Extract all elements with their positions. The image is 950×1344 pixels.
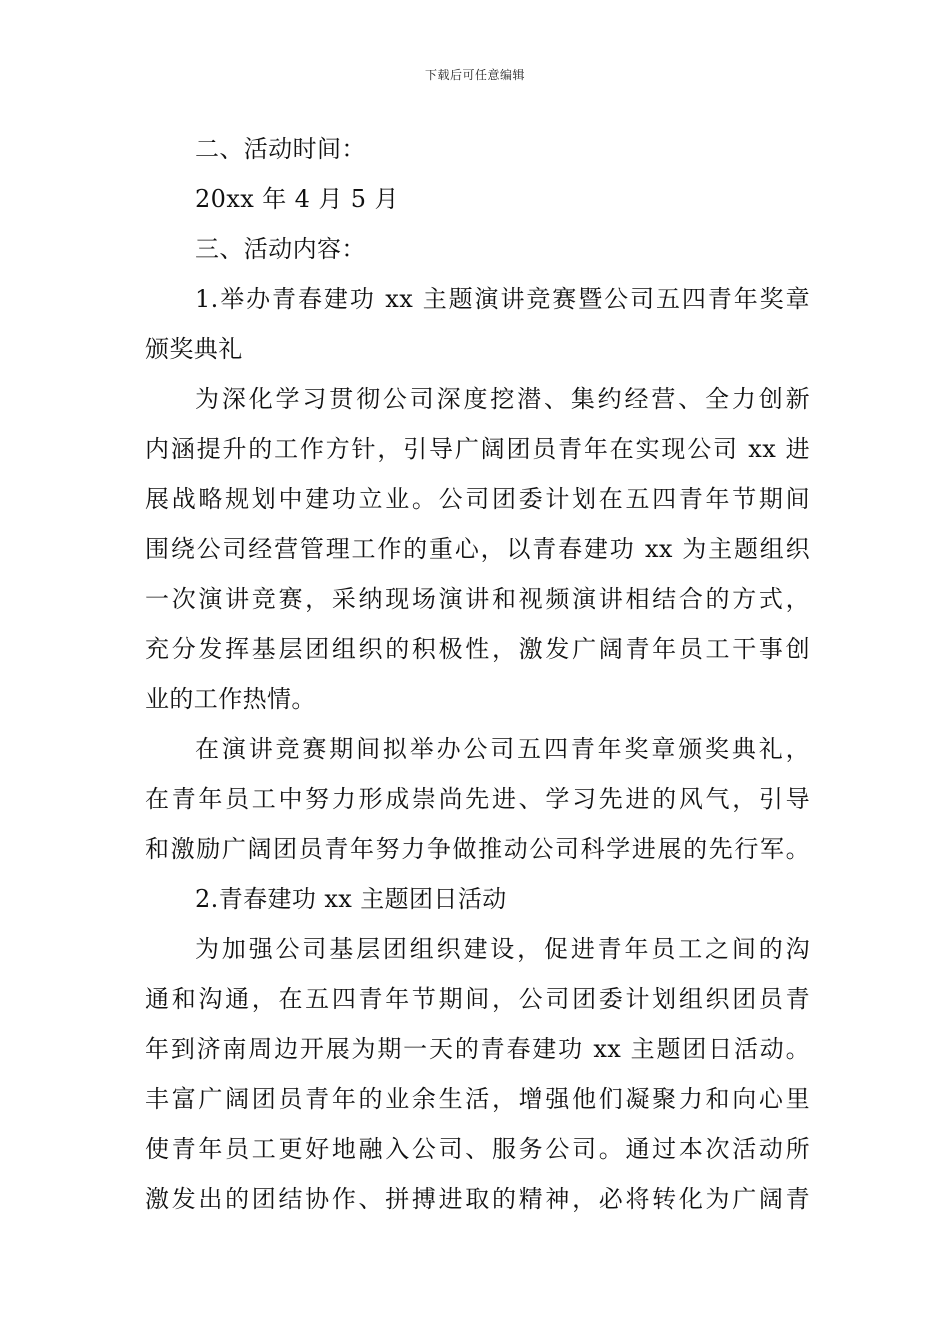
activity-date: 20xx 年 4 月 5 月 xyxy=(195,185,399,213)
header-note: 下载后可任意编辑 xyxy=(424,68,525,82)
item-1-title-line-2: 颁奖典礼 xyxy=(145,335,243,363)
paragraph-3-line-5: 使青年员工更好地融入公司、服务公司。通过本次活动所 xyxy=(145,1135,810,1163)
paragraph-3-line-2: 通和沟通，在五四青年节期间，公司团委计划组织团员青 xyxy=(145,985,810,1013)
paragraph-3-line-6: 激发出的团结协作、拼搏进取的精神，必将转化为广阔青 xyxy=(145,1185,810,1213)
paragraph-1-line-2: 内涵提升的工作方针，引导广阔团员青年在实现公司 xx 进 xyxy=(145,435,810,463)
paragraph-2-line-3: 和激励广阔团员青年努力争做推动公司科学进展的先行军。 xyxy=(145,835,810,863)
item-1-title-line-1: 1.举办青春建功 xx 主题演讲竞赛暨公司五四青年奖章 xyxy=(195,285,810,313)
paragraph-3-line-4: 丰富广阔团员青年的业余生活，增强他们凝聚力和向心里 xyxy=(145,1085,810,1113)
paragraph-1-line-4: 围绕公司经营管理工作的重心，以青春建功 xx 为主题组织 xyxy=(145,535,810,563)
paragraph-3-line-1: 为加强公司基层团组织建设，促进青年员工之间的沟 xyxy=(195,935,810,963)
item-2-title: 2.青春建功 xx 主题团日活动 xyxy=(195,885,507,913)
paragraph-3-line-3: 年到济南周边开展为期一天的青春建功 xx 主题团日活动。 xyxy=(145,1035,810,1063)
paragraph-2-line-2: 在青年员工中努力形成崇尚先进、学习先进的风气，引导 xyxy=(145,785,810,813)
paragraph-1-line-3: 展战略规划中建功立业。公司团委计划在五四青年节期间 xyxy=(145,485,810,513)
section-heading-time: 二、活动时间： xyxy=(195,135,366,163)
section-heading-content: 三、活动内容： xyxy=(195,235,366,263)
document-body xyxy=(145,124,810,1224)
paragraph-1-line-5: 一次演讲竞赛，采纳现场演讲和视频演讲相结合的方式， xyxy=(145,585,810,613)
paragraph-1-line-7: 业的工作热情。 xyxy=(145,685,316,713)
paragraph-1-line-1: 为深化学习贯彻公司深度挖潜、集约经营、全力创新 xyxy=(195,385,810,413)
paragraph-1-line-6: 充分发挥基层团组织的积极性，激发广阔青年员工干事创 xyxy=(145,635,810,663)
paragraph-2-line-1: 在演讲竞赛期间拟举办公司五四青年奖章颁奖典礼， xyxy=(195,735,810,763)
